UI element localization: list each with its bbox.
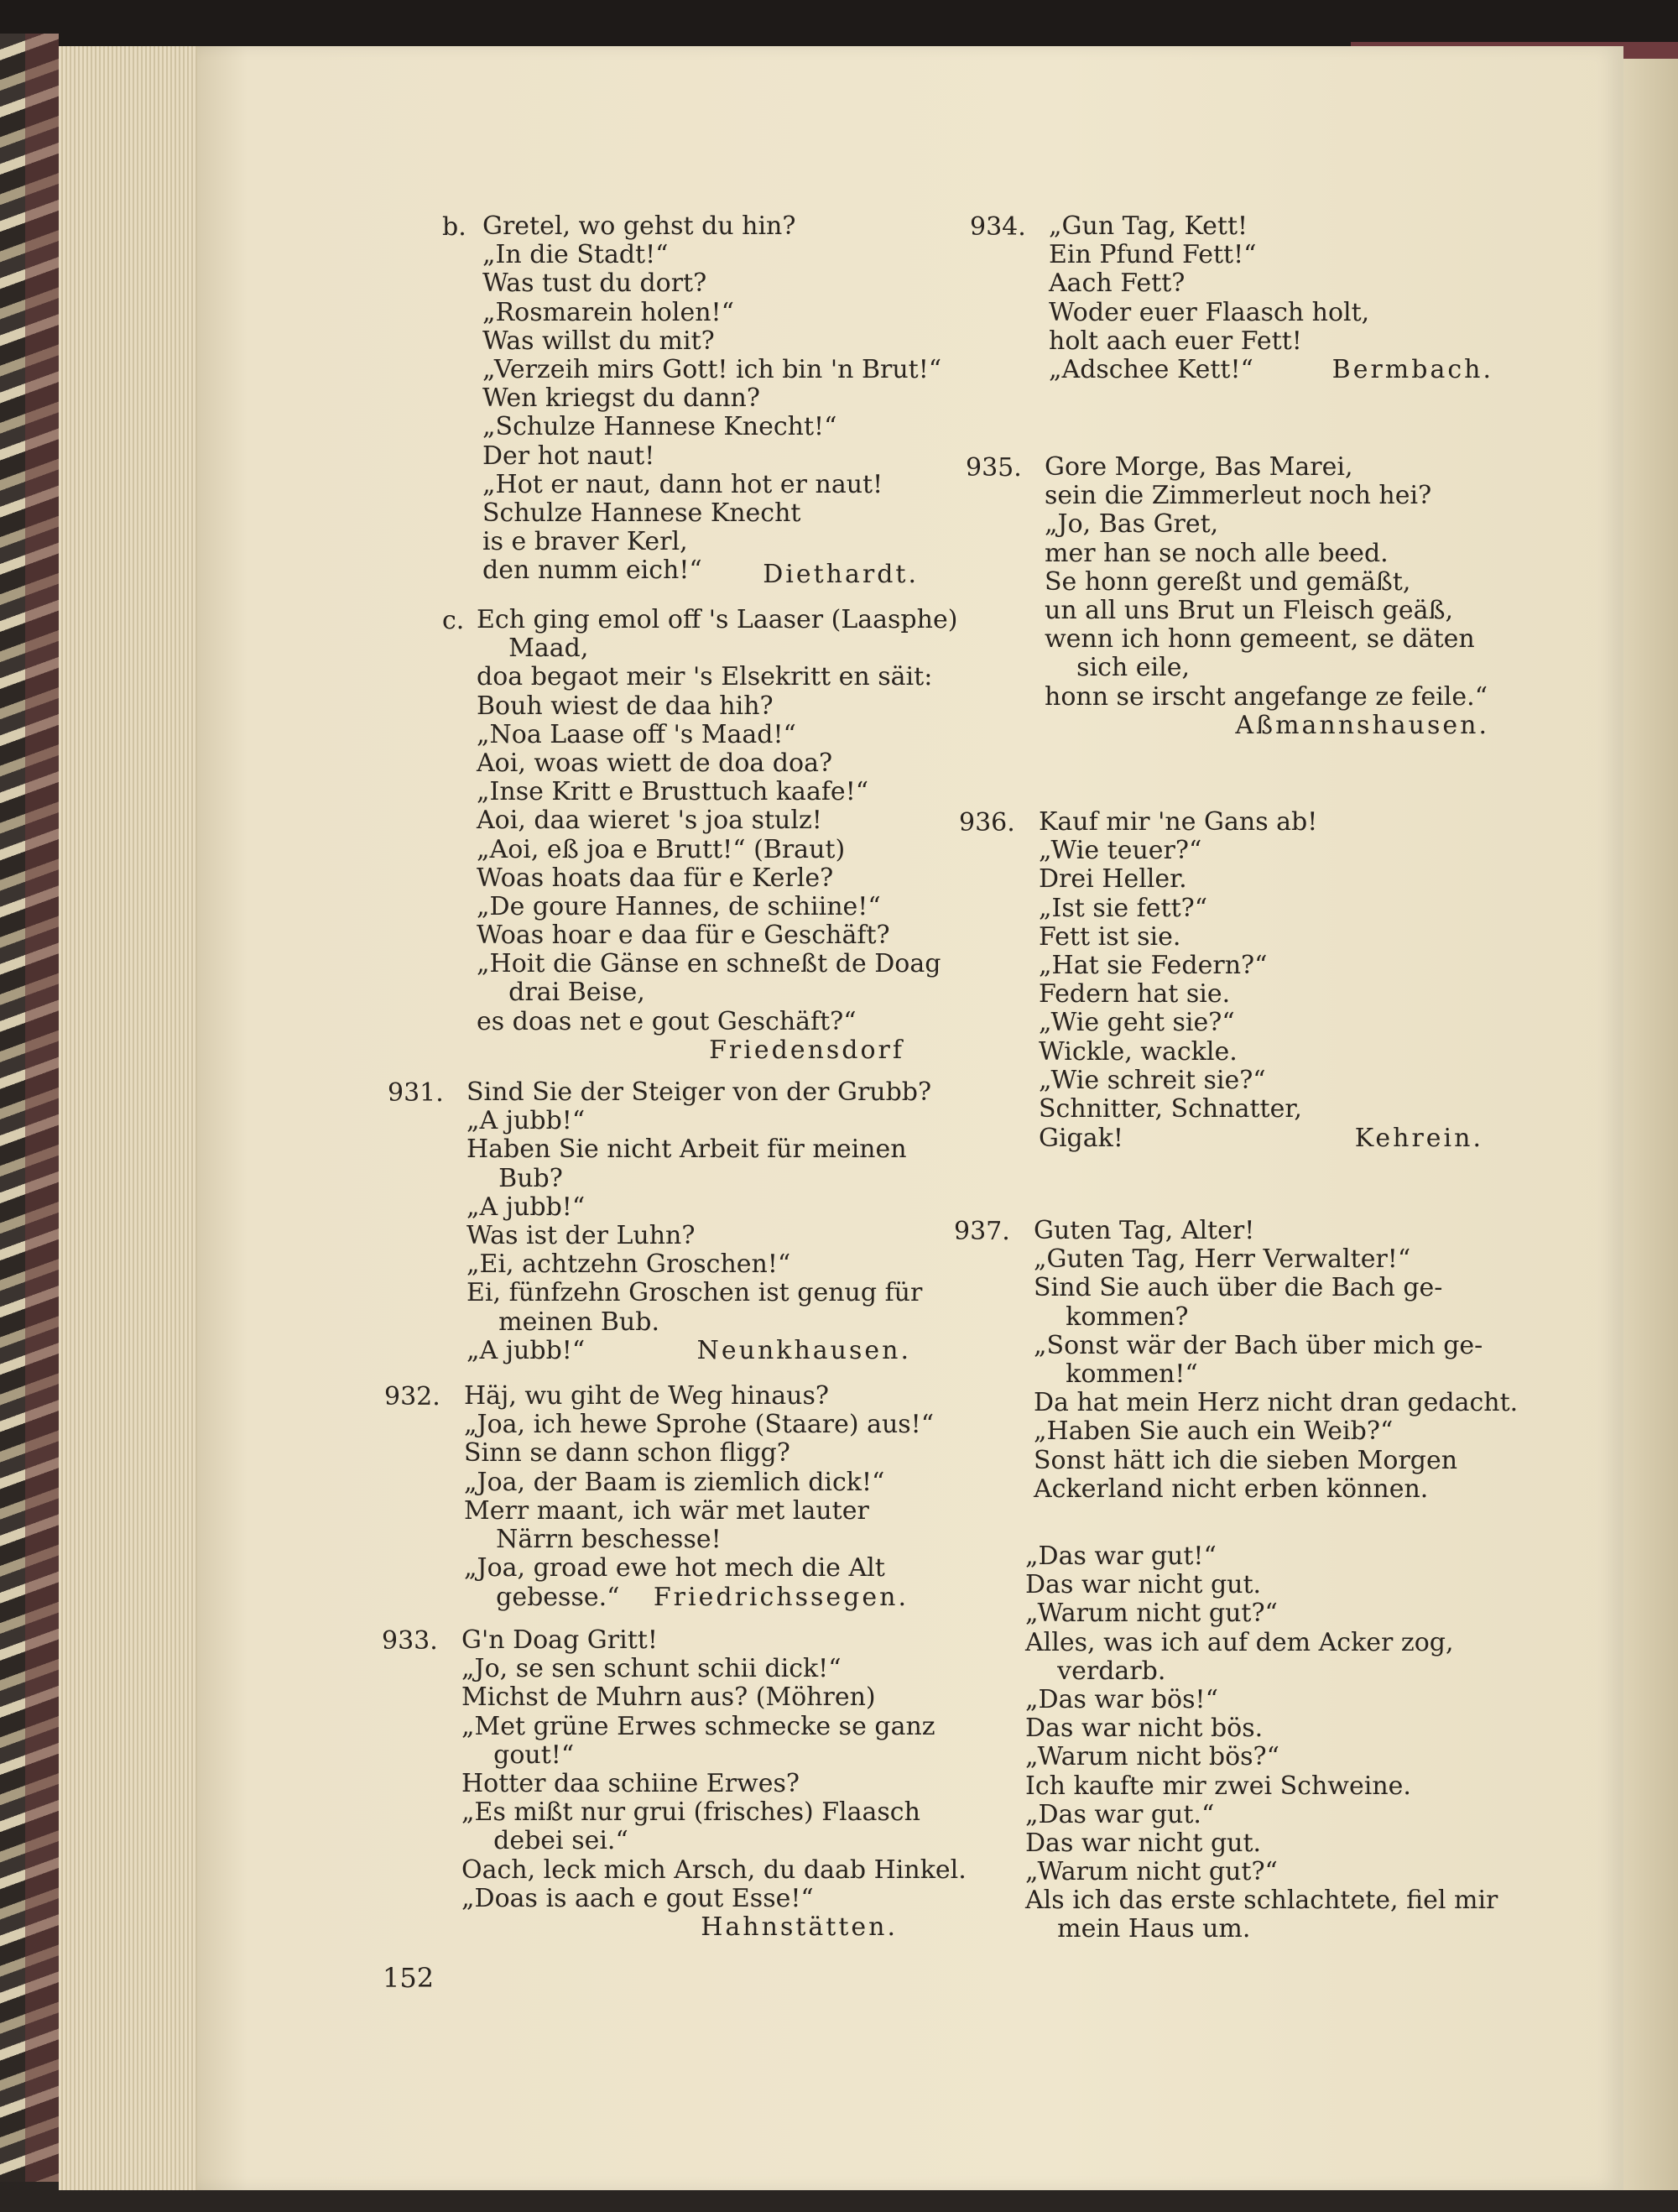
place-c: Friedensdorf bbox=[709, 1036, 904, 1065]
place-931: Neunkhausen. bbox=[696, 1336, 911, 1365]
text-line: Häj, wu giht de Weg hinaus? bbox=[464, 1381, 829, 1411]
text-line: „Doas is aach e gout Esse!“ bbox=[461, 1883, 814, 1913]
text-line: Ech ging emol off 's Laaser (Laasphe) bbox=[477, 605, 958, 634]
text-line: Gore Morge, Bas Marei, bbox=[1045, 452, 1353, 482]
number-937: 937. bbox=[954, 1217, 1010, 1246]
text-line: Bouh wiest de daa hih? bbox=[477, 691, 774, 721]
text-line: „Ist sie fett?“ bbox=[1039, 893, 1208, 923]
text-line: debei sei.“ bbox=[461, 1826, 628, 1856]
text-line: „Aoi, eß joa e Brutt!“ (Braut) bbox=[477, 834, 846, 864]
text-line: Merr maant, ich wär met lauter bbox=[464, 1495, 869, 1526]
text-line: „Sonst wär der Bach über mich ge- bbox=[1034, 1330, 1483, 1360]
place-933: Hahnstätten. bbox=[701, 1912, 898, 1942]
text-line: Ich kaufte mir zwei Schweine. bbox=[1025, 1771, 1411, 1801]
poem-936-lines bbox=[1039, 808, 1500, 1124]
text-line: Haben Sie nicht Arbeit für meinen bbox=[466, 1135, 907, 1165]
text-line: Da hat mein Herz nicht dran gedacht. bbox=[1034, 1388, 1519, 1418]
text-line: „Joa, ich hewe Sprohe (Staare) aus!“ bbox=[464, 1410, 935, 1440]
text-line: G'n Doag Gritt! bbox=[461, 1625, 658, 1655]
text-line: gout!“ bbox=[461, 1740, 575, 1770]
text-line: Sind Sie auch über die Bach ge- bbox=[1034, 1273, 1443, 1303]
text-line: Ei, fünfzehn Groschen ist genug für bbox=[466, 1278, 923, 1308]
text-line: „Met grüne Erwes schmecke se ganz bbox=[461, 1711, 935, 1741]
poem-931-last-line: „A jubb!“ bbox=[466, 1336, 586, 1365]
place-932: Friedrichssegen. bbox=[653, 1583, 909, 1612]
text-line: „Wie schreit sie?“ bbox=[1039, 1065, 1266, 1095]
text-line: Michst de Muhrn aus? (Möhren) bbox=[461, 1682, 876, 1713]
page-number: 152 bbox=[383, 1962, 435, 1994]
text-line: Was tust du dort? bbox=[482, 269, 707, 299]
text-line: sein die Zimmerleut noch hei? bbox=[1045, 481, 1432, 511]
text-line: „Gun Tag, Kett! bbox=[1049, 211, 1248, 241]
text-line: Das war nicht gut. bbox=[1025, 1570, 1262, 1600]
poem-936-last-row bbox=[1039, 1124, 1483, 1153]
poem-934-last-row bbox=[1049, 356, 1493, 384]
text-line: „Guten Tag, Herr Verwalter!“ bbox=[1034, 1244, 1411, 1275]
text-line: „Jo, se sen schunt schii dick!“ bbox=[461, 1654, 842, 1684]
text-line: „Jo, Bas Gret, bbox=[1045, 509, 1219, 540]
poem-932-lines bbox=[464, 1381, 935, 1583]
next-page-edge bbox=[1623, 59, 1678, 2190]
poem-931-lines bbox=[466, 1077, 932, 1337]
text-line: „In die Stadt!“ bbox=[482, 240, 669, 270]
text-line: un all uns Brut un Fleisch geäß, bbox=[1045, 595, 1454, 625]
text-line: Als ich das erste schlachtete, fiel mir bbox=[1025, 1886, 1498, 1916]
text-line: „Warum nicht gut?“ bbox=[1025, 1857, 1278, 1887]
poem-b-lines bbox=[482, 211, 942, 586]
poem-932-last-line: gebesse.“ bbox=[464, 1583, 620, 1612]
text-line: Woas hoar e daa für e Geschäft? bbox=[477, 921, 890, 951]
text-line: „Joa, groad ewe hot mech die Alt bbox=[464, 1553, 885, 1583]
text-line: „Hot er naut, dann hot er naut! bbox=[482, 469, 883, 499]
text-line: „Schulze Hannese Knecht!“ bbox=[482, 412, 837, 442]
text-line: mer han se noch alle beed. bbox=[1045, 538, 1389, 568]
text-line: Drei Heller. bbox=[1039, 864, 1187, 895]
text-line: Woder euer Flaasch holt, bbox=[1049, 297, 1370, 327]
number-934: 934. bbox=[970, 212, 1026, 242]
text-line: „Wie geht sie?“ bbox=[1039, 1008, 1235, 1038]
text-line: „A jubb!“ bbox=[466, 1106, 586, 1136]
poem-933-lines bbox=[461, 1625, 967, 1913]
text-line: „A jubb!“ bbox=[466, 1192, 586, 1222]
text-line: Gretel, wo gehst du hin? bbox=[482, 211, 796, 241]
number-935: 935. bbox=[966, 453, 1022, 483]
text-line: Ackerland nicht erben können. bbox=[1034, 1474, 1429, 1504]
text-line: Sinn se dann schon fligg? bbox=[464, 1438, 790, 1469]
text-line: kommen? bbox=[1034, 1302, 1189, 1332]
text-line: „Das war bös!“ bbox=[1025, 1684, 1218, 1714]
text-line: „De goure Hannes, de schiine!“ bbox=[477, 891, 881, 921]
text-line: honn se irscht angefange ze feile.“ bbox=[1045, 681, 1488, 712]
label-b: b. bbox=[442, 212, 466, 242]
poem-934-last-line: „Adschee Kett!“ bbox=[1049, 355, 1253, 384]
text-line: „Hoit die Gänse en schneßt de Doag bbox=[477, 949, 941, 979]
book-spine bbox=[25, 34, 59, 2182]
text-line: Närrn beschesse! bbox=[464, 1524, 722, 1554]
text-line: Das war nicht gut. bbox=[1025, 1828, 1262, 1858]
text-line: kommen!“ bbox=[1034, 1359, 1198, 1389]
number-933: 933. bbox=[382, 1626, 438, 1656]
text-line: Aach Fett? bbox=[1049, 269, 1186, 299]
text-line: „Es mißt nur grui (frisches) Flaasch bbox=[461, 1797, 920, 1828]
text-line: Schulze Hannese Knecht bbox=[482, 498, 801, 528]
text-line: Fett ist sie. bbox=[1039, 921, 1181, 952]
text-line: Ein Pfund Fett!“ bbox=[1049, 240, 1257, 270]
label-c: c. bbox=[442, 606, 465, 635]
text-line: mein Haus um. bbox=[1025, 1914, 1251, 1944]
poem-934-lines bbox=[1049, 212, 1502, 356]
text-line: meinen Bub. bbox=[466, 1307, 659, 1337]
text-line: „Warum nicht bös?“ bbox=[1025, 1742, 1279, 1772]
number-936: 936. bbox=[959, 808, 1015, 837]
text-line: „Wie teuer?“ bbox=[1039, 836, 1202, 866]
text-line: Woas hoats daa für e Kerle? bbox=[477, 863, 834, 893]
text-line: Oach, leck mich Arsch, du daab Hinkel. bbox=[461, 1855, 967, 1885]
text-line: Se honn gereßt und gemäßt, bbox=[1045, 566, 1411, 597]
text-line: Aoi, woas wiett de doa doa? bbox=[477, 748, 833, 778]
text-line: Der hot naut! bbox=[482, 441, 655, 471]
text-line: „Verzeih mirs Gott! ich bin 'n Brut!“ bbox=[482, 354, 942, 384]
text-line: doa begaot meir 's Elsekritt en säit: bbox=[477, 662, 933, 692]
text-line: Schnitter, Schnatter, bbox=[1039, 1093, 1302, 1124]
poem-c-lines bbox=[477, 605, 958, 1036]
number-932: 932. bbox=[384, 1382, 440, 1411]
text-line: „Noa Laase off 's Maad!“ bbox=[477, 719, 796, 749]
text-line: „Warum nicht gut?“ bbox=[1025, 1599, 1278, 1629]
text-line: „Inse Kritt e Brusttuch kaafe!“ bbox=[477, 777, 869, 807]
poem-931-last-row bbox=[466, 1337, 911, 1365]
text-line: Wickle, wackle. bbox=[1039, 1036, 1238, 1067]
text-line: „Das war gut!“ bbox=[1025, 1542, 1217, 1571]
poem-937-continuation-lines bbox=[1025, 1542, 1503, 1944]
poem-936-last-line: Gigak! bbox=[1039, 1124, 1123, 1153]
text-line: Maad, bbox=[477, 634, 589, 664]
text-line: verdarb. bbox=[1025, 1656, 1166, 1686]
text-line: Alles, was ich auf dem Acker zog, bbox=[1025, 1627, 1454, 1657]
text-line: holt aach euer Fett! bbox=[1049, 326, 1302, 356]
number-931: 931. bbox=[388, 1078, 444, 1108]
text-line: Was ist der Luhn? bbox=[466, 1220, 696, 1250]
text-line: Das war nicht bös. bbox=[1025, 1714, 1264, 1744]
text-line: drai Beise, bbox=[477, 978, 645, 1008]
text-line: „Ei, achtzehn Groschen!“ bbox=[466, 1249, 791, 1280]
text-line: „Das war gut.“ bbox=[1025, 1799, 1215, 1829]
text-line: Sonst hätt ich die sieben Morgen bbox=[1034, 1445, 1458, 1475]
place-934: Bermbach. bbox=[1331, 355, 1493, 384]
text-line: Bub? bbox=[466, 1163, 563, 1193]
place-b: Diethardt. bbox=[763, 560, 919, 589]
poem-937-lines bbox=[1034, 1216, 1519, 1504]
poem-932-last-row bbox=[464, 1583, 909, 1612]
poem-935-place-row bbox=[1045, 712, 1489, 740]
text-line: „Rosmarein holen!“ bbox=[482, 297, 734, 327]
text-line: Federn hat sie. bbox=[1039, 979, 1231, 1009]
page-stack-edges bbox=[59, 46, 201, 2190]
text-line: wenn ich honn gemeent, se däten bbox=[1045, 624, 1475, 655]
text-line: Guten Tag, Alter! bbox=[1034, 1216, 1255, 1245]
text-line: Hotter daa schiine Erwes? bbox=[461, 1768, 800, 1798]
text-line: is e braver Kerl, bbox=[482, 527, 688, 557]
text-line: „Haben Sie auch ein Weib?“ bbox=[1034, 1416, 1394, 1447]
text-line: Wen kriegst du dann? bbox=[482, 383, 760, 414]
text-line: Kauf mir 'ne Gans ab! bbox=[1039, 807, 1318, 837]
place-936: Kehrein. bbox=[1354, 1124, 1483, 1153]
text-line: „Joa, der Baam is ziemlich dick!“ bbox=[464, 1467, 885, 1497]
text-line: „Hat sie Federn?“ bbox=[1039, 950, 1268, 980]
text-line: sich eile, bbox=[1045, 653, 1191, 683]
place-935: Aßmannshausen. bbox=[1235, 711, 1489, 740]
poem-b-place-row bbox=[482, 561, 919, 589]
text-line: den numm eich!“ bbox=[482, 556, 702, 586]
text-line: Sind Sie der Steiger von der Grubb? bbox=[466, 1077, 932, 1107]
poem-c-place-row bbox=[477, 1036, 904, 1065]
text-line: Aoi, daa wieret 's joa stulz! bbox=[477, 806, 822, 836]
text-line: Was willst du mit? bbox=[482, 326, 715, 356]
text-line: es doas net e gout Geschäft?“ bbox=[477, 1006, 857, 1036]
poem-935-lines bbox=[1045, 453, 1506, 712]
poem-933-place-row bbox=[461, 1913, 898, 1942]
